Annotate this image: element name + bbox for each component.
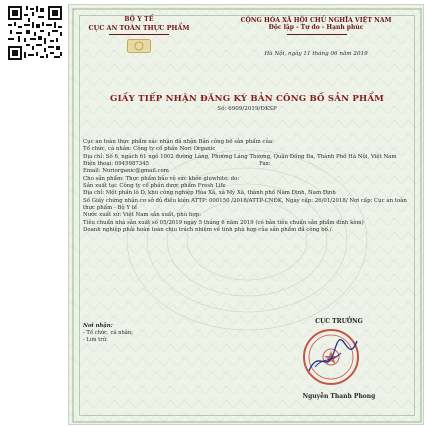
address-line: Địa chỉ: Số 6, ngách 61 ngõ 1002 đường Láng, Phường Láng Thượng, Quận Đống Đa, Thành Phố Hà Nội, Việt Nam bbox=[83, 153, 397, 160]
product-line: Cho sản phẩm: Thực phẩm bảo vệ sức khỏe gluwhite; do: bbox=[83, 175, 240, 182]
agency-underline bbox=[109, 34, 169, 35]
recipients-label: Nơi nhận: bbox=[83, 323, 113, 329]
certificate-line: Số Giấy chứng nhận cơ sở đủ điều kiện ATTP: 000150 /2018/ATTP-CNĐK, Ngày cấp: 26/01/2018/ Nơi cấp: Cục an toàn thực phẩm - Bộ Y tế bbox=[83, 197, 407, 212]
certificate-panel bbox=[68, 4, 424, 425]
origin-line: Nước xuất xứ: Việt Nam sản xuất, phù hợp: bbox=[83, 212, 201, 219]
issue-dateline: Hà Nội, ngày 11 tháng 06 năm 2019 bbox=[264, 51, 368, 57]
fax-line: Fax: bbox=[259, 161, 271, 168]
document-number: Số: 6909/2019/ĐKSP bbox=[217, 106, 277, 112]
ministry-name: BỘ Y TẾ bbox=[124, 16, 154, 23]
nation-name: CỘNG HÒA XÃ HỘI CHỦ NGHĨA VIỆT NAM bbox=[240, 17, 392, 24]
organization-line: Tổ chức, cá nhân: Công ty cổ phần Nori Organic bbox=[83, 146, 216, 153]
document-body bbox=[83, 139, 413, 234]
agency-logo-icon bbox=[127, 39, 151, 53]
standard-line: Tiêu chuẩn nhà sản xuất số 05/2019 ngày 5 tháng 6 năm 2019 (có bản tiêu chuẩn sản phẩm đính kèm) bbox=[83, 219, 364, 226]
agency-name: CỤC AN TOÀN THỰC PHẨM bbox=[88, 24, 190, 32]
intro-line: Cục an toàn thực phẩm xác nhận đã nhận Bản công bố sản phẩm của: bbox=[83, 139, 274, 145]
producer-address-line: Địa chỉ: Một phần lô D, khu công nghiệp Hòa Xá, xã Mỹ Xá, thành phố Nam Định, Nam Định bbox=[83, 190, 336, 197]
recipient-item: - Lưu trữ. bbox=[83, 337, 108, 343]
responsibility-line: Doanh nghiệp phải hoàn toàn chịu trách nhiệm về tính phù hợp của sản phẩm đã công bố./. bbox=[83, 227, 334, 234]
signer-name: Nguyễn Thanh Phong bbox=[302, 393, 376, 400]
signer-title: CỤC TRƯỞNG bbox=[315, 318, 363, 325]
producer-line: Sản xuất tại: Công ty cổ phần dược phẩm Fresh Life bbox=[83, 183, 226, 190]
document-title: GIẤY TIẾP NHẬN ĐĂNG KÝ BẢN CÔNG BỐ SẢN PHẨM bbox=[110, 94, 384, 104]
qr-code-icon bbox=[6, 4, 64, 62]
national-motto: Độc lập - Tự do - Hạnh phúc bbox=[268, 24, 364, 31]
official-seal-icon bbox=[301, 327, 361, 387]
recipient-item: - Tổ chức, cá nhân; bbox=[83, 330, 133, 336]
email-line: Email: Noriorganic@gmail.com bbox=[83, 168, 169, 175]
motto-underline bbox=[287, 34, 347, 35]
phone-line: Điện thoại: 0945987345 bbox=[83, 161, 150, 168]
